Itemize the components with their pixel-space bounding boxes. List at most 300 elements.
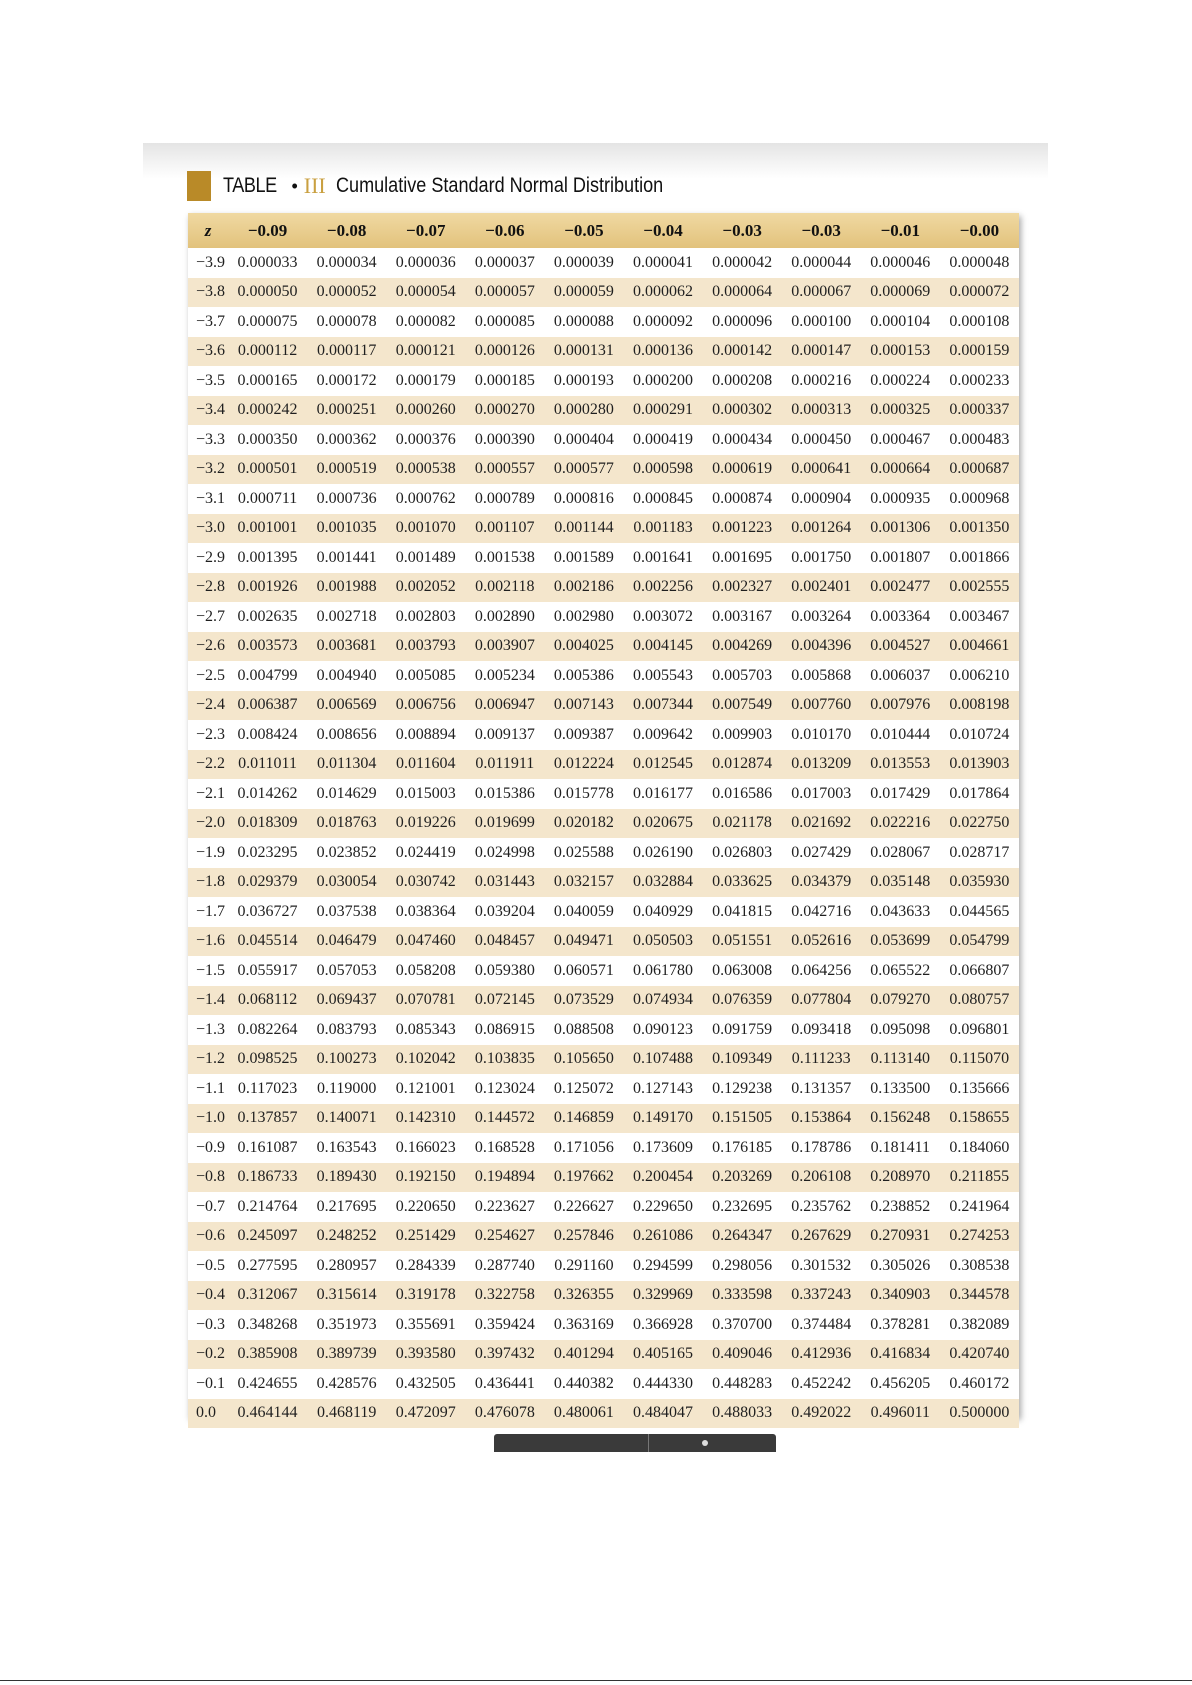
probability-cell: 0.002186 bbox=[544, 573, 623, 603]
probability-cell: 0.001001 bbox=[228, 514, 307, 544]
probability-cell: 0.015778 bbox=[544, 779, 623, 809]
probability-cell: 0.065522 bbox=[861, 956, 940, 986]
heading-accent-square bbox=[187, 171, 211, 201]
probability-cell: 0.153864 bbox=[782, 1104, 861, 1134]
probability-cell: 0.217695 bbox=[307, 1192, 386, 1222]
table-row bbox=[188, 366, 1019, 396]
z-value-cell: −0.3 bbox=[188, 1310, 228, 1340]
probability-cell: 0.229650 bbox=[623, 1192, 702, 1222]
probability-cell: 0.018309 bbox=[228, 809, 307, 839]
z-value-cell: 0.0 bbox=[188, 1399, 228, 1429]
table-row bbox=[188, 543, 1019, 573]
z-value-cell: −1.4 bbox=[188, 986, 228, 1016]
z-value-cell: −2.3 bbox=[188, 720, 228, 750]
probability-cell: 0.389739 bbox=[307, 1340, 386, 1370]
probability-cell: 0.063008 bbox=[703, 956, 782, 986]
probability-cell: 0.119000 bbox=[307, 1074, 386, 1104]
header-column: −0.04 bbox=[623, 213, 702, 248]
probability-cell: 0.235762 bbox=[782, 1192, 861, 1222]
probability-cell: 0.004025 bbox=[544, 632, 623, 662]
probability-cell: 0.040929 bbox=[623, 897, 702, 927]
probability-cell: 0.127143 bbox=[623, 1074, 702, 1104]
probability-cell: 0.009903 bbox=[703, 720, 782, 750]
toolbar-divider bbox=[648, 1434, 649, 1452]
table-heading bbox=[187, 169, 716, 203]
probability-cell: 0.001223 bbox=[703, 514, 782, 544]
z-value-cell: −0.9 bbox=[188, 1133, 228, 1163]
probability-cell: 0.251429 bbox=[386, 1222, 465, 1252]
probability-cell: 0.032884 bbox=[623, 868, 702, 898]
probability-cell: 0.000179 bbox=[386, 366, 465, 396]
probability-cell: 0.007760 bbox=[782, 691, 861, 721]
probability-cell: 0.074934 bbox=[623, 986, 702, 1016]
probability-cell: 0.000208 bbox=[703, 366, 782, 396]
probability-cell: 0.149170 bbox=[623, 1104, 702, 1134]
probability-cell: 0.086915 bbox=[465, 1015, 544, 1045]
z-value-cell: −3.6 bbox=[188, 337, 228, 367]
probability-cell: 0.002980 bbox=[544, 602, 623, 632]
probability-cell: 0.001306 bbox=[861, 514, 940, 544]
probability-cell: 0.000054 bbox=[386, 278, 465, 308]
probability-cell: 0.000067 bbox=[782, 278, 861, 308]
probability-cell: 0.000224 bbox=[861, 366, 940, 396]
probability-cell: 0.046479 bbox=[307, 927, 386, 957]
z-value-cell: −3.8 bbox=[188, 278, 228, 308]
probability-cell: 0.206108 bbox=[782, 1163, 861, 1193]
probability-cell: 0.079270 bbox=[861, 986, 940, 1016]
probability-cell: 0.000165 bbox=[228, 366, 307, 396]
probability-cell: 0.192150 bbox=[386, 1163, 465, 1193]
probability-cell: 0.042716 bbox=[782, 897, 861, 927]
probability-cell: 0.257846 bbox=[544, 1222, 623, 1252]
table-row bbox=[188, 1310, 1019, 1340]
probability-cell: 0.000072 bbox=[940, 278, 1019, 308]
probability-cell: 0.000404 bbox=[544, 425, 623, 455]
table-row bbox=[188, 278, 1019, 308]
probability-cell: 0.424655 bbox=[228, 1369, 307, 1399]
heading-separator: • bbox=[291, 175, 298, 196]
heading-label: TABLE bbox=[223, 174, 277, 197]
probability-cell: 0.464144 bbox=[228, 1399, 307, 1429]
z-value-cell: −2.2 bbox=[188, 750, 228, 780]
probability-cell: 0.359424 bbox=[465, 1310, 544, 1340]
probability-cell: 0.000362 bbox=[307, 425, 386, 455]
probability-cell: 0.091759 bbox=[703, 1015, 782, 1045]
table-row bbox=[188, 1163, 1019, 1193]
probability-cell: 0.000088 bbox=[544, 307, 623, 337]
probability-cell: 0.037538 bbox=[307, 897, 386, 927]
probability-cell: 0.004396 bbox=[782, 632, 861, 662]
probability-cell: 0.436441 bbox=[465, 1369, 544, 1399]
probability-cell: 0.351973 bbox=[307, 1310, 386, 1340]
probability-cell: 0.045514 bbox=[228, 927, 307, 957]
probability-cell: 0.013903 bbox=[940, 750, 1019, 780]
probability-cell: 0.000048 bbox=[940, 248, 1019, 278]
table-row bbox=[188, 720, 1019, 750]
z-value-cell: −2.0 bbox=[188, 809, 228, 839]
probability-cell: 0.100273 bbox=[307, 1045, 386, 1075]
probability-cell: 0.000313 bbox=[782, 396, 861, 426]
probability-cell: 0.028067 bbox=[861, 838, 940, 868]
table-row bbox=[188, 956, 1019, 986]
probability-cell: 0.000467 bbox=[861, 425, 940, 455]
probability-cell: 0.055917 bbox=[228, 956, 307, 986]
probability-cell: 0.000501 bbox=[228, 455, 307, 485]
probability-cell: 0.003793 bbox=[386, 632, 465, 662]
probability-cell: 0.200454 bbox=[623, 1163, 702, 1193]
probability-cell: 0.409046 bbox=[703, 1340, 782, 1370]
table-row bbox=[188, 573, 1019, 603]
probability-cell: 0.333598 bbox=[703, 1281, 782, 1311]
probability-cell: 0.015386 bbox=[465, 779, 544, 809]
probability-cell: 0.000762 bbox=[386, 484, 465, 514]
table-row bbox=[188, 337, 1019, 367]
probability-cell: 0.133500 bbox=[861, 1074, 940, 1104]
probability-cell: 0.006569 bbox=[307, 691, 386, 721]
probability-cell: 0.393580 bbox=[386, 1340, 465, 1370]
probability-cell: 0.001926 bbox=[228, 573, 307, 603]
probability-cell: 0.033625 bbox=[703, 868, 782, 898]
probability-cell: 0.000036 bbox=[386, 248, 465, 278]
header-column: −0.00 bbox=[940, 213, 1019, 248]
z-table-card bbox=[188, 213, 1019, 1422]
probability-cell: 0.000075 bbox=[228, 307, 307, 337]
probability-cell: 0.004940 bbox=[307, 661, 386, 691]
probability-cell: 0.156248 bbox=[861, 1104, 940, 1134]
table-row bbox=[188, 1340, 1019, 1370]
probability-cell: 0.044565 bbox=[940, 897, 1019, 927]
probability-cell: 0.011304 bbox=[307, 750, 386, 780]
probability-cell: 0.476078 bbox=[465, 1399, 544, 1429]
probability-cell: 0.073529 bbox=[544, 986, 623, 1016]
probability-cell: 0.000337 bbox=[940, 396, 1019, 426]
probability-cell: 0.322758 bbox=[465, 1281, 544, 1311]
probability-cell: 0.000126 bbox=[465, 337, 544, 367]
probability-cell: 0.000935 bbox=[861, 484, 940, 514]
probability-cell: 0.412936 bbox=[782, 1340, 861, 1370]
table-row bbox=[188, 484, 1019, 514]
probability-cell: 0.428576 bbox=[307, 1369, 386, 1399]
probability-cell: 0.076359 bbox=[703, 986, 782, 1016]
header-column: −0.05 bbox=[544, 213, 623, 248]
probability-cell: 0.001641 bbox=[623, 543, 702, 573]
table-row bbox=[188, 602, 1019, 632]
probability-cell: 0.001070 bbox=[386, 514, 465, 544]
probability-cell: 0.144572 bbox=[465, 1104, 544, 1134]
probability-cell: 0.001350 bbox=[940, 514, 1019, 544]
probability-cell: 0.014629 bbox=[307, 779, 386, 809]
probability-cell: 0.022216 bbox=[861, 809, 940, 839]
probability-cell: 0.370700 bbox=[703, 1310, 782, 1340]
z-value-cell: −0.7 bbox=[188, 1192, 228, 1222]
probability-cell: 0.008424 bbox=[228, 720, 307, 750]
table-row bbox=[188, 1369, 1019, 1399]
z-value-cell: −1.3 bbox=[188, 1015, 228, 1045]
probability-cell: 0.208970 bbox=[861, 1163, 940, 1193]
z-value-cell: −2.1 bbox=[188, 779, 228, 809]
probability-cell: 0.049471 bbox=[544, 927, 623, 957]
probability-cell: 0.000519 bbox=[307, 455, 386, 485]
probability-cell: 0.072145 bbox=[465, 986, 544, 1016]
probability-cell: 0.181411 bbox=[861, 1133, 940, 1163]
z-value-cell: −2.4 bbox=[188, 691, 228, 721]
probability-cell: 0.270931 bbox=[861, 1222, 940, 1252]
probability-cell: 0.444330 bbox=[623, 1369, 702, 1399]
probability-cell: 0.011604 bbox=[386, 750, 465, 780]
table-row bbox=[188, 455, 1019, 485]
probability-cell: 0.000044 bbox=[782, 248, 861, 278]
probability-cell: 0.460172 bbox=[940, 1369, 1019, 1399]
probability-cell: 0.220650 bbox=[386, 1192, 465, 1222]
probability-cell: 0.000641 bbox=[782, 455, 861, 485]
table-row bbox=[188, 661, 1019, 691]
probability-cell: 0.294599 bbox=[623, 1251, 702, 1281]
probability-cell: 0.058208 bbox=[386, 956, 465, 986]
probability-cell: 0.484047 bbox=[623, 1399, 702, 1429]
probability-cell: 0.000159 bbox=[940, 337, 1019, 367]
z-table-body bbox=[188, 248, 1019, 1428]
page-bottom-rule bbox=[0, 1680, 1192, 1681]
z-value-cell: −1.8 bbox=[188, 868, 228, 898]
probability-cell: 0.301532 bbox=[782, 1251, 861, 1281]
probability-cell: 0.006387 bbox=[228, 691, 307, 721]
z-value-cell: −2.7 bbox=[188, 602, 228, 632]
probability-cell: 0.121001 bbox=[386, 1074, 465, 1104]
header-column: −0.01 bbox=[861, 213, 940, 248]
probability-cell: 0.232695 bbox=[703, 1192, 782, 1222]
probability-cell: 0.000037 bbox=[465, 248, 544, 278]
probability-cell: 0.001489 bbox=[386, 543, 465, 573]
probability-cell: 0.039204 bbox=[465, 897, 544, 927]
probability-cell: 0.000112 bbox=[228, 337, 307, 367]
probability-cell: 0.000711 bbox=[228, 484, 307, 514]
probability-cell: 0.003264 bbox=[782, 602, 861, 632]
probability-cell: 0.002890 bbox=[465, 602, 544, 632]
probability-cell: 0.002635 bbox=[228, 602, 307, 632]
probability-cell: 0.095098 bbox=[861, 1015, 940, 1045]
z-value-cell: −1.7 bbox=[188, 897, 228, 927]
probability-cell: 0.241964 bbox=[940, 1192, 1019, 1222]
z-value-cell: −0.2 bbox=[188, 1340, 228, 1370]
probability-cell: 0.057053 bbox=[307, 956, 386, 986]
probability-cell: 0.264347 bbox=[703, 1222, 782, 1252]
probability-cell: 0.456205 bbox=[861, 1369, 940, 1399]
probability-cell: 0.000291 bbox=[623, 396, 702, 426]
probability-cell: 0.163543 bbox=[307, 1133, 386, 1163]
probability-cell: 0.000064 bbox=[703, 278, 782, 308]
probability-cell: 0.010444 bbox=[861, 720, 940, 750]
probability-cell: 0.002256 bbox=[623, 573, 702, 603]
probability-cell: 0.000172 bbox=[307, 366, 386, 396]
probability-cell: 0.003907 bbox=[465, 632, 544, 662]
probability-cell: 0.012874 bbox=[703, 750, 782, 780]
probability-cell: 0.194894 bbox=[465, 1163, 544, 1193]
probability-cell: 0.000598 bbox=[623, 455, 702, 485]
z-value-cell: −1.9 bbox=[188, 838, 228, 868]
probability-cell: 0.186733 bbox=[228, 1163, 307, 1193]
probability-cell: 0.064256 bbox=[782, 956, 861, 986]
probability-cell: 0.102042 bbox=[386, 1045, 465, 1075]
probability-cell: 0.238852 bbox=[861, 1192, 940, 1222]
z-value-cell: −0.4 bbox=[188, 1281, 228, 1311]
probability-cell: 0.000193 bbox=[544, 366, 623, 396]
probability-cell: 0.344578 bbox=[940, 1281, 1019, 1311]
probability-cell: 0.189430 bbox=[307, 1163, 386, 1193]
probability-cell: 0.111233 bbox=[782, 1045, 861, 1075]
probability-cell: 0.315614 bbox=[307, 1281, 386, 1311]
header-column: −0.07 bbox=[386, 213, 465, 248]
probability-cell: 0.000052 bbox=[307, 278, 386, 308]
probability-cell: 0.022750 bbox=[940, 809, 1019, 839]
probability-cell: 0.016586 bbox=[703, 779, 782, 809]
probability-cell: 0.000117 bbox=[307, 337, 386, 367]
probability-cell: 0.500000 bbox=[940, 1399, 1019, 1429]
probability-cell: 0.312067 bbox=[228, 1281, 307, 1311]
probability-cell: 0.011011 bbox=[228, 750, 307, 780]
probability-cell: 0.001589 bbox=[544, 543, 623, 573]
probability-cell: 0.002327 bbox=[703, 573, 782, 603]
probability-cell: 0.000041 bbox=[623, 248, 702, 278]
probability-cell: 0.016177 bbox=[623, 779, 702, 809]
probability-cell: 0.000050 bbox=[228, 278, 307, 308]
probability-cell: 0.000033 bbox=[228, 248, 307, 278]
probability-cell: 0.000687 bbox=[940, 455, 1019, 485]
header-column: −0.09 bbox=[228, 213, 307, 248]
probability-cell: 0.168528 bbox=[465, 1133, 544, 1163]
probability-cell: 0.000057 bbox=[465, 278, 544, 308]
probability-cell: 0.004527 bbox=[861, 632, 940, 662]
probability-cell: 0.008198 bbox=[940, 691, 1019, 721]
probability-cell: 0.050503 bbox=[623, 927, 702, 957]
probability-cell: 0.001107 bbox=[465, 514, 544, 544]
probability-cell: 0.000078 bbox=[307, 307, 386, 337]
probability-cell: 0.013553 bbox=[861, 750, 940, 780]
table-row bbox=[188, 425, 1019, 455]
z-value-cell: −0.1 bbox=[188, 1369, 228, 1399]
header-z: z bbox=[188, 213, 228, 248]
probability-cell: 0.000736 bbox=[307, 484, 386, 514]
probability-cell: 0.374484 bbox=[782, 1310, 861, 1340]
probability-cell: 0.000434 bbox=[703, 425, 782, 455]
probability-cell: 0.319178 bbox=[386, 1281, 465, 1311]
probability-cell: 0.021692 bbox=[782, 809, 861, 839]
z-value-cell: −3.1 bbox=[188, 484, 228, 514]
probability-cell: 0.023852 bbox=[307, 838, 386, 868]
probability-cell: 0.038364 bbox=[386, 897, 465, 927]
probability-cell: 0.003364 bbox=[861, 602, 940, 632]
probability-cell: 0.047460 bbox=[386, 927, 465, 957]
probability-cell: 0.348268 bbox=[228, 1310, 307, 1340]
probability-cell: 0.000483 bbox=[940, 425, 1019, 455]
probability-cell: 0.000538 bbox=[386, 455, 465, 485]
probability-cell: 0.000062 bbox=[623, 278, 702, 308]
probability-cell: 0.305026 bbox=[861, 1251, 940, 1281]
probability-cell: 0.135666 bbox=[940, 1074, 1019, 1104]
probability-cell: 0.013209 bbox=[782, 750, 861, 780]
table-row bbox=[188, 986, 1019, 1016]
probability-cell: 0.003072 bbox=[623, 602, 702, 632]
probability-cell: 0.000121 bbox=[386, 337, 465, 367]
probability-cell: 0.001695 bbox=[703, 543, 782, 573]
probability-cell: 0.006210 bbox=[940, 661, 1019, 691]
probability-cell: 0.000142 bbox=[703, 337, 782, 367]
z-value-cell: −1.5 bbox=[188, 956, 228, 986]
probability-cell: 0.006756 bbox=[386, 691, 465, 721]
table-row bbox=[188, 514, 1019, 544]
bottom-toolbar-tab[interactable] bbox=[494, 1434, 776, 1452]
probability-cell: 0.001183 bbox=[623, 514, 702, 544]
probability-cell: 0.080757 bbox=[940, 986, 1019, 1016]
header-column: −0.08 bbox=[307, 213, 386, 248]
probability-cell: 0.004269 bbox=[703, 632, 782, 662]
probability-cell: 0.125072 bbox=[544, 1074, 623, 1104]
probability-cell: 0.000147 bbox=[782, 337, 861, 367]
table-row bbox=[188, 838, 1019, 868]
probability-cell: 0.000085 bbox=[465, 307, 544, 337]
probability-cell: 0.007976 bbox=[861, 691, 940, 721]
probability-cell: 0.007143 bbox=[544, 691, 623, 721]
probability-cell: 0.018763 bbox=[307, 809, 386, 839]
z-value-cell: −1.0 bbox=[188, 1104, 228, 1134]
table-row bbox=[188, 927, 1019, 957]
probability-cell: 0.197662 bbox=[544, 1163, 623, 1193]
probability-cell: 0.001035 bbox=[307, 514, 386, 544]
probability-cell: 0.005386 bbox=[544, 661, 623, 691]
probability-cell: 0.000082 bbox=[386, 307, 465, 337]
probability-cell: 0.005234 bbox=[465, 661, 544, 691]
probability-cell: 0.492022 bbox=[782, 1399, 861, 1429]
z-value-cell: −3.4 bbox=[188, 396, 228, 426]
z-value-cell: −2.6 bbox=[188, 632, 228, 662]
probability-cell: 0.010170 bbox=[782, 720, 861, 750]
probability-cell: 0.131357 bbox=[782, 1074, 861, 1104]
probability-cell: 0.355691 bbox=[386, 1310, 465, 1340]
table-row bbox=[188, 1222, 1019, 1252]
probability-cell: 0.000260 bbox=[386, 396, 465, 426]
probability-cell: 0.171056 bbox=[544, 1133, 623, 1163]
probability-cell: 0.000816 bbox=[544, 484, 623, 514]
probability-cell: 0.284339 bbox=[386, 1251, 465, 1281]
probability-cell: 0.032157 bbox=[544, 868, 623, 898]
z-value-cell: −2.5 bbox=[188, 661, 228, 691]
probability-cell: 0.051551 bbox=[703, 927, 782, 957]
probability-cell: 0.002401 bbox=[782, 573, 861, 603]
probability-cell: 0.123024 bbox=[465, 1074, 544, 1104]
probability-cell: 0.001807 bbox=[861, 543, 940, 573]
probability-cell: 0.385908 bbox=[228, 1340, 307, 1370]
table-row bbox=[188, 750, 1019, 780]
z-value-cell: −3.2 bbox=[188, 455, 228, 485]
table-row bbox=[188, 1133, 1019, 1163]
probability-cell: 0.009137 bbox=[465, 720, 544, 750]
probability-cell: 0.010724 bbox=[940, 720, 1019, 750]
probability-cell: 0.007344 bbox=[623, 691, 702, 721]
probability-cell: 0.085343 bbox=[386, 1015, 465, 1045]
header-column: −0.06 bbox=[465, 213, 544, 248]
probability-cell: 0.158655 bbox=[940, 1104, 1019, 1134]
probability-cell: 0.000664 bbox=[861, 455, 940, 485]
table-row bbox=[188, 1192, 1019, 1222]
probability-cell: 0.000200 bbox=[623, 366, 702, 396]
probability-cell: 0.005868 bbox=[782, 661, 861, 691]
table-row bbox=[188, 1015, 1019, 1045]
probability-cell: 0.000092 bbox=[623, 307, 702, 337]
probability-cell: 0.287740 bbox=[465, 1251, 544, 1281]
probability-cell: 0.496011 bbox=[861, 1399, 940, 1429]
probability-cell: 0.009642 bbox=[623, 720, 702, 750]
probability-cell: 0.031443 bbox=[465, 868, 544, 898]
probability-cell: 0.468119 bbox=[307, 1399, 386, 1429]
